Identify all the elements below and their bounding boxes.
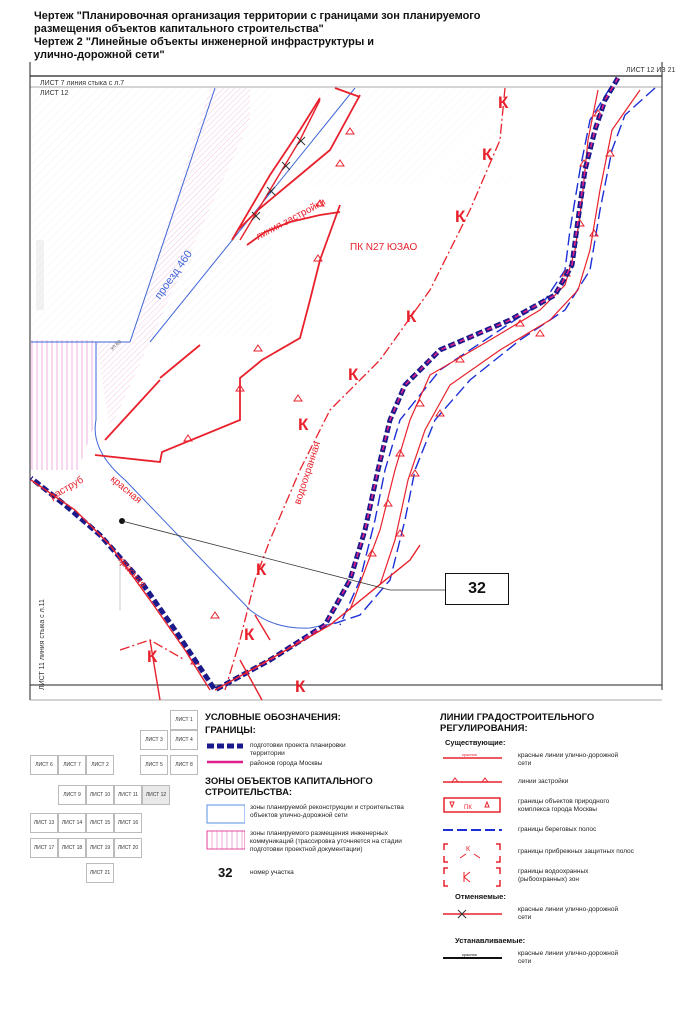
k-marker: К xyxy=(147,647,158,666)
sheet-cell-current: ЛИСТ 12 xyxy=(142,785,170,805)
sheet-cell: ЛИСТ 8 xyxy=(170,755,198,775)
legend-heading: УСЛОВНЫЕ ОБОЗНАЧЕНИЯ: xyxy=(205,712,341,723)
legend-zone-engineering: зоны планируемого размещения инженерных коммуникаций (трассировка уточняется на стадии подготовки проектной документации) xyxy=(250,830,402,853)
title-line-4: улично-дорожной сети" xyxy=(34,49,165,61)
existing-heading: Существующие: xyxy=(445,738,506,747)
legend-nature-borders: границы объектов природного комплекса города Москвы xyxy=(518,798,610,813)
rastrub-label: раструб xyxy=(48,474,86,503)
legend-cancel-red: красные линии улично-дорожной сети xyxy=(518,906,619,921)
zones-heading-line-2: СТРОИТЕЛЬСТВА: xyxy=(205,787,293,798)
k-marker: К xyxy=(482,145,493,164)
parcel-leader xyxy=(119,518,445,590)
sheet-cell: ЛИСТ 5 xyxy=(140,755,168,775)
legend-parcel-sample: 32 xyxy=(218,865,233,880)
sheet-cell: ЛИСТ 18 xyxy=(58,838,86,858)
k-marker: К xyxy=(298,415,309,434)
legend-parcel-text: номер участка xyxy=(250,869,294,876)
legend-zone-reconstruction: зоны планируемой реконструкции и строительства объектов улично-дорожной сети xyxy=(250,804,404,819)
sheet-cell: ЛИСТ 9 xyxy=(58,785,86,805)
red-street-lines-bottom xyxy=(31,480,420,700)
pk-label: ПК N27 ЮЗАО xyxy=(350,242,418,253)
reconstruction-zone-symbol xyxy=(207,805,245,823)
title-line-1: Чертеж "Планировочная организация территории с границами зон планируемого xyxy=(34,10,481,22)
lines-heading-line-1: ЛИНИИ ГРАДОСТРОИТЕЛЬНОГО xyxy=(440,712,595,723)
sheet-cell: ЛИСТ 19 xyxy=(86,838,114,858)
k-marker: К xyxy=(295,677,306,696)
k-marker: К xyxy=(256,560,267,579)
sheet-cell: ЛИСТ 11 xyxy=(114,785,142,805)
sheet-cell: ЛИСТ 3 xyxy=(140,730,168,750)
legend-line-symbols xyxy=(440,748,516,988)
legend-zone-symbols xyxy=(205,803,245,853)
legend-shore-borders: границы береговых полос xyxy=(518,826,597,833)
sheet-cell: ЛИСТ 15 xyxy=(86,813,114,833)
k-marker: К xyxy=(498,93,509,112)
k-marker: К xyxy=(455,207,466,226)
sheet-cell: ЛИСТ 14 xyxy=(58,813,86,833)
established-heading: Устанавливаемые: xyxy=(455,936,526,945)
coastal-border-symbol-label: К xyxy=(466,846,471,853)
sheet-12-label: ЛИСТ 12 xyxy=(40,90,69,97)
sheet-cell: ЛИСТ 20 xyxy=(114,838,142,858)
red-line-label-1: красная xyxy=(108,473,144,507)
proezd-label: проезд 460 xyxy=(152,248,195,302)
coastal-border-symbol xyxy=(444,844,500,862)
road-small-label: ул.60 xyxy=(109,339,123,352)
k-marker: К xyxy=(348,365,359,384)
zones-heading xyxy=(205,776,435,798)
zones-heading-line-1: ЗОНЫ ОБЪЕКТОВ КАПИТАЛЬНОГО xyxy=(205,776,373,787)
sheet-cell: ЛИСТ 13 xyxy=(30,813,58,833)
legend-border-project: подготовки проекта планировки территории xyxy=(250,742,346,757)
sheet-left-vertical-label: ЛИСТ 11 линия стыка с л.11 xyxy=(39,599,46,690)
title-line-3: Чертеж 2 "Линейные объекты инженерной инфраструктуры и xyxy=(34,36,375,48)
sheet-cell: ЛИСТ 6 xyxy=(30,755,58,775)
k-marker: К xyxy=(244,625,255,644)
building-line-label: линия застройки xyxy=(254,196,328,243)
legend-red-lines: красные линии улично-дорожной сети xyxy=(518,752,619,767)
legend-left xyxy=(205,712,435,736)
engineering-zone-symbol xyxy=(207,831,245,849)
lines-heading-line-2: РЕГУЛИРОВАНИЯ: xyxy=(440,723,528,734)
borders-heading: ГРАНИЦЫ: xyxy=(205,725,256,736)
legend-coastal-borders: границы прибрежных защитных полос xyxy=(518,848,634,855)
legend-border-district: районов города Москвы xyxy=(250,760,323,767)
sheet-cell: ЛИСТ 17 xyxy=(30,838,58,858)
sheet-cell: ЛИСТ 10 xyxy=(86,785,114,805)
sheet-cell: ЛИСТ 16 xyxy=(114,813,142,833)
sheet-cell: ЛИСТ 7 xyxy=(58,755,86,775)
parcel-number-box: 32 xyxy=(445,573,509,605)
red-line-label-2: красная xyxy=(115,554,148,591)
nature-border-symbol-label: ПК xyxy=(464,805,472,811)
legend-building-lines: линии застройки xyxy=(518,778,569,785)
sheet-cell: ЛИСТ 1 xyxy=(170,710,198,730)
lines-heading xyxy=(440,712,680,734)
established-red-symbol-label: красная xyxy=(462,952,477,957)
k-marker: К xyxy=(406,307,417,326)
water-label: водоохранная xyxy=(292,440,324,506)
legend-water-borders: границы водоохранных (рыбоохранных) зон xyxy=(518,868,589,883)
legend-border-symbols xyxy=(205,740,245,770)
red-line-symbol-label: красная xyxy=(462,752,477,757)
sheet-cell: ЛИСТ 4 xyxy=(170,730,198,750)
sheet-cell: ЛИСТ 2 xyxy=(86,755,114,775)
sheet-top-left-label: ЛИСТ 7 линия стыка с л.7 xyxy=(40,80,125,87)
cancelled-heading: Отменяемые: xyxy=(455,892,506,901)
title-line-2: размещения объектов капитального строительства" xyxy=(34,23,324,35)
legend-new-red: красные линии улично-дорожной сети xyxy=(518,950,619,965)
water-border-symbol xyxy=(444,868,500,886)
sheet-cell: ЛИСТ 21 xyxy=(86,863,114,883)
sheet-top-right-label: ЛИСТ 12 ИЗ 21 xyxy=(626,67,676,74)
